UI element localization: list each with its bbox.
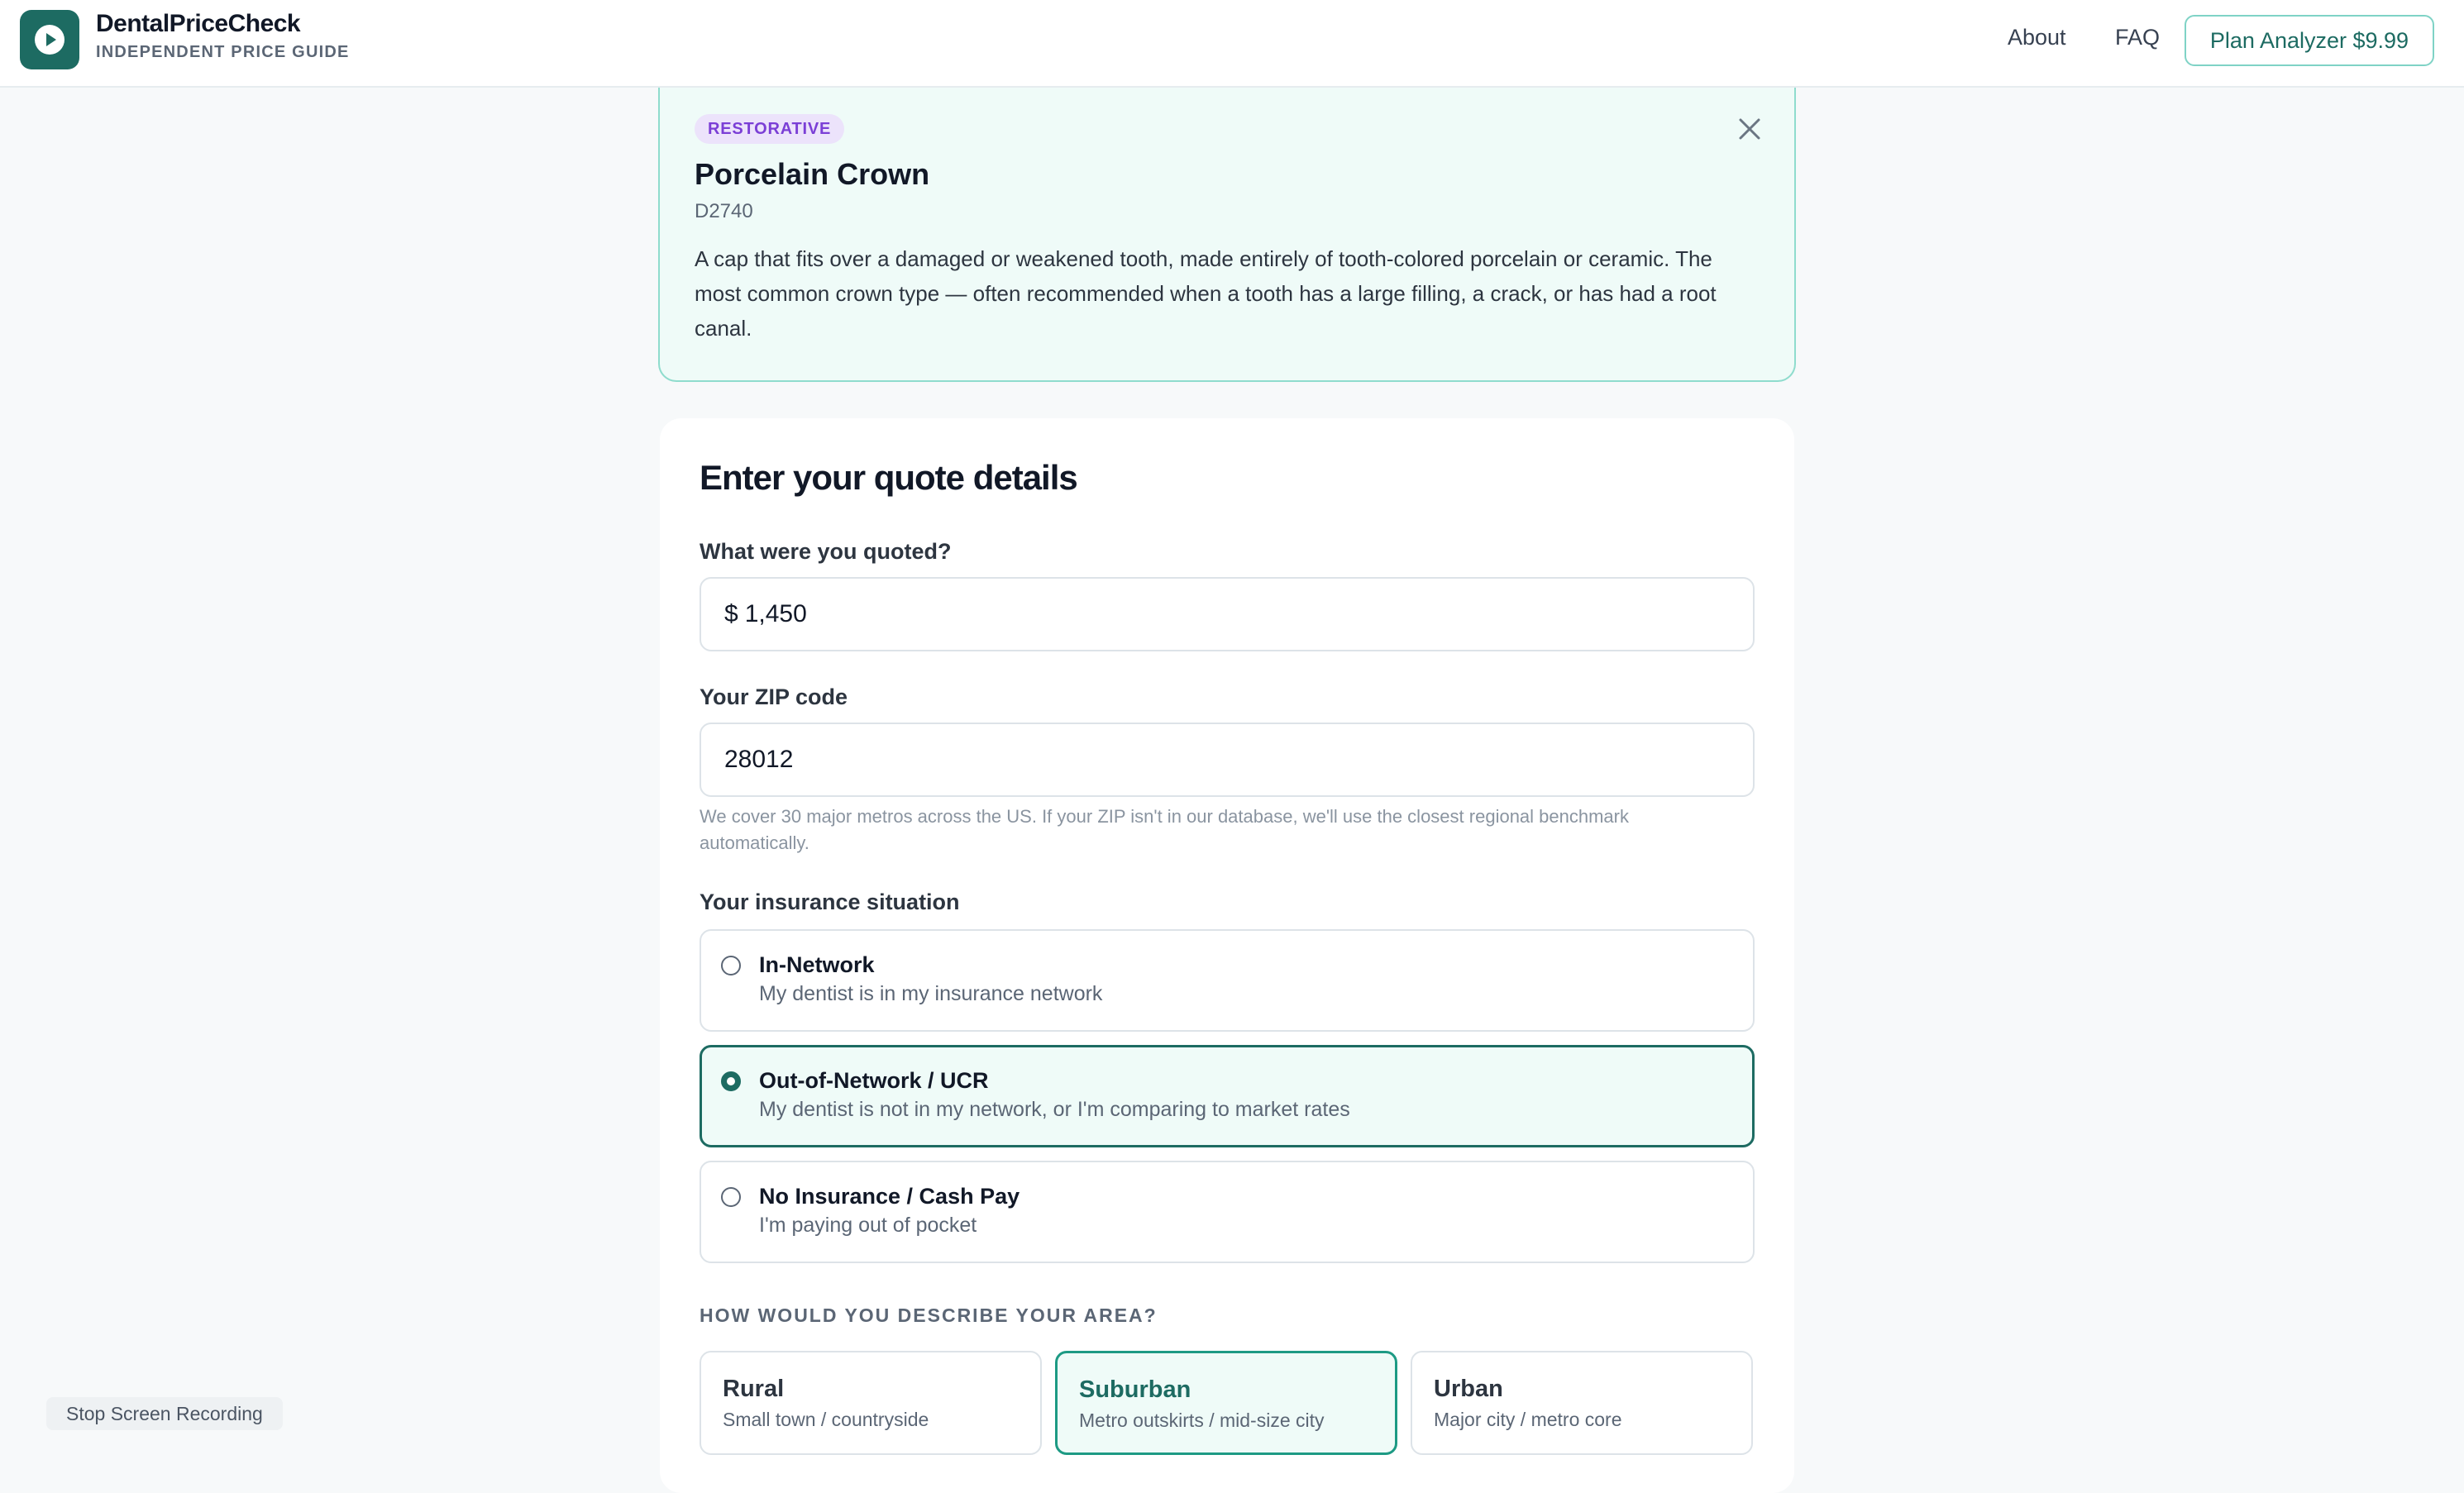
zip-code-input[interactable]: [700, 723, 1755, 797]
area-subtitle: Metro outskirts / mid-size city: [1079, 1410, 1325, 1431]
stop-screen-recording-button[interactable]: Stop Screen Recording: [46, 1397, 283, 1430]
area-heading: HOW WOULD YOU DESCRIBE YOUR AREA?: [700, 1305, 1158, 1326]
radio-button[interactable]: [721, 1187, 741, 1207]
area-title: Rural: [723, 1376, 785, 1402]
brand-tagline: INDEPENDENT PRICE GUIDE: [96, 43, 350, 61]
radio-button[interactable]: [721, 956, 741, 975]
procedure-title: Porcelain Crown: [695, 157, 930, 191]
area-subtitle: Major city / metro core: [1434, 1409, 1622, 1430]
option-subtitle: I'm paying out of pocket: [759, 1214, 977, 1237]
area-option-rural[interactable]: [700, 1351, 1042, 1455]
zip-code-value: 28012: [724, 746, 794, 773]
zip-label: Your ZIP code: [700, 684, 848, 709]
brand-name[interactable]: DentalPriceCheck: [96, 10, 301, 37]
option-subtitle: My dentist is in my insurance network: [759, 982, 1103, 1005]
radio-button-selected[interactable]: [721, 1071, 741, 1091]
area-option-suburban[interactable]: [1055, 1351, 1397, 1455]
procedure-description: A cap that fits over a damaged or weakened tooth, made entirely of tooth-colored porcelain or ceramic. The most common crown type — often recommended when a tooth has a large filling, a crack, or has had a root canal.: [695, 246, 1717, 341]
nav-about-link[interactable]: About: [2008, 25, 2066, 50]
procedure-code: D2740: [695, 200, 753, 222]
area-subtitle: Small town / countryside: [723, 1409, 929, 1430]
option-title: Out-of-Network / UCR: [759, 1068, 989, 1093]
category-badge: RESTORATIVE: [695, 114, 844, 144]
quote-form-card: [660, 418, 1794, 1493]
area-title: Urban: [1434, 1376, 1503, 1402]
insurance-label: Your insurance situation: [700, 890, 960, 914]
nav-faq-link[interactable]: FAQ: [2115, 25, 2161, 50]
insurance-option-cash-pay[interactable]: [700, 1161, 1755, 1263]
insurance-option-out-of-network[interactable]: [700, 1045, 1755, 1147]
form-title: Enter your quote details: [700, 458, 1077, 497]
insurance-option-in-network[interactable]: [700, 929, 1755, 1032]
option-title: In-Network: [759, 952, 875, 977]
area-option-urban[interactable]: [1411, 1351, 1753, 1455]
option-title: No Insurance / Cash Pay: [759, 1184, 1020, 1209]
plan-analyzer-button[interactable]: Plan Analyzer $9.99: [2185, 15, 2434, 66]
currency-symbol: $: [724, 600, 738, 627]
top-navigation-bar: [0, 0, 2464, 88]
option-subtitle: My dentist is not in my network, or I'm comparing to market rates: [759, 1098, 1350, 1121]
quote-amount-value: 1,450: [744, 600, 807, 627]
close-icon: [1733, 112, 1766, 145]
quote-amount-input[interactable]: [700, 577, 1755, 651]
zip-help-text: We cover 30 major metros across the US. If your ZIP isn't in our database, we'll use the closest regional benchmark automatically.: [700, 806, 1629, 853]
quote-label: What were you quoted?: [700, 539, 952, 564]
close-button[interactable]: [1733, 112, 1766, 145]
area-title: Suburban: [1079, 1376, 1191, 1403]
procedure-card: [658, 88, 1796, 382]
play-icon: [31, 21, 68, 58]
logo[interactable]: [20, 10, 79, 69]
